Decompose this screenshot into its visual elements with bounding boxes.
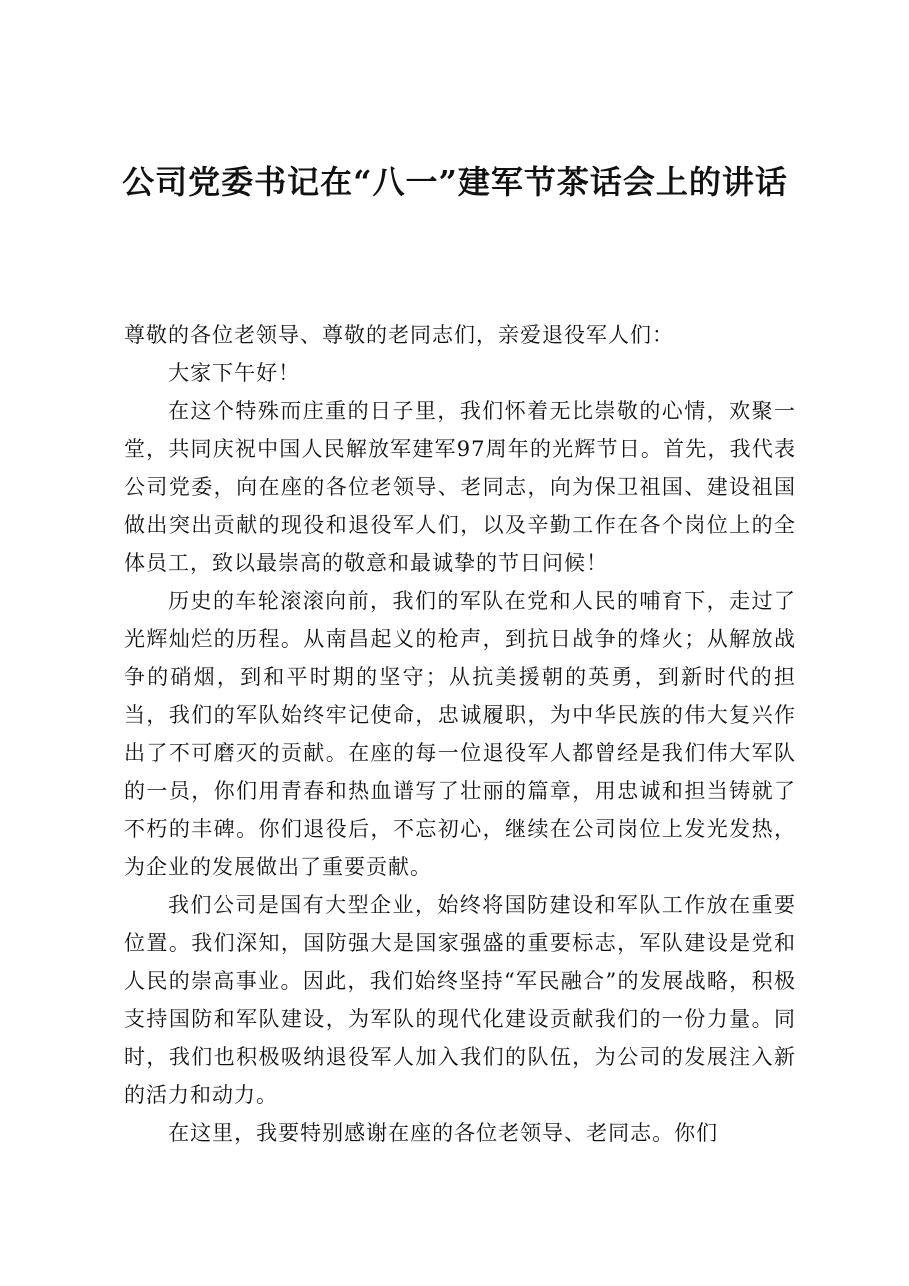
- document-title: 公司党委书记在“八一”建军节茶话会上的讲话: [122, 163, 788, 201]
- paragraph-company: 我们公司是国有大型企业，始终将国防建设和军队工作放在重要位置。我们深知，国防强大是国家强盛的重要标志，军队建设是党和人民的崇高事业。因此，我们始终坚持“军民融合”的发展战略，积极支持国防和军队建设，为军队的现代化建设贡献我们的一份力量。同时，我们也积极吸纳退役军人加入我们的队伍，为公司的发展注入新的活力和动力。: [124, 893, 796, 1107]
- paragraph-celebration: 在这个特殊而庄重的日子里，我们怀着无比崇敬的心情，欢聚一堂，共同庆祝中国人民解放军建军97周年的光辉节日。首先，我代表公司党委，向在座的各位老领导、老同志，向为保卫祖国、建设祖国做出突出贡献的现役和退役军人们，以及辛勤工作在各个岗位上的全体员工，致以最崇高的敬意和最诚挚的节日问候！: [124, 399, 796, 575]
- document-body: [124, 316, 796, 1152]
- paragraph-thanks: 在这里，我要特别感谢在座的各位老领导、老同志。你们: [168, 1121, 719, 1145]
- salutation: 尊敬的各位老领导、尊敬的老同志们，亲爱退役军人们：: [124, 323, 674, 347]
- paragraph-greeting: 大家下午好！: [168, 361, 301, 385]
- paragraph-history: 历史的车轮滚滚向前，我们的军队在党和人民的哺育下，走过了光辉灿烂的历程。从南昌起义的枪声，到抗日战争的烽火；从解放战争的硝烟，到和平时期的坚守；从抗美援朝的英勇，到新时代的担当，我们的军队始终牢记使命，忠诚履职，为中华民族的伟大复兴作出了不可磨灭的贡献。在座的每一位退役军人都曾经是我们伟大军队的一员，你们用青春和热血谱写了壮丽的篇章，用忠诚和担当铸就了不朽的丰碑。你们退役后，不忘初心，继续在公司岗位上发光发热，为企业的发展做出了重要贡献。: [124, 589, 796, 879]
